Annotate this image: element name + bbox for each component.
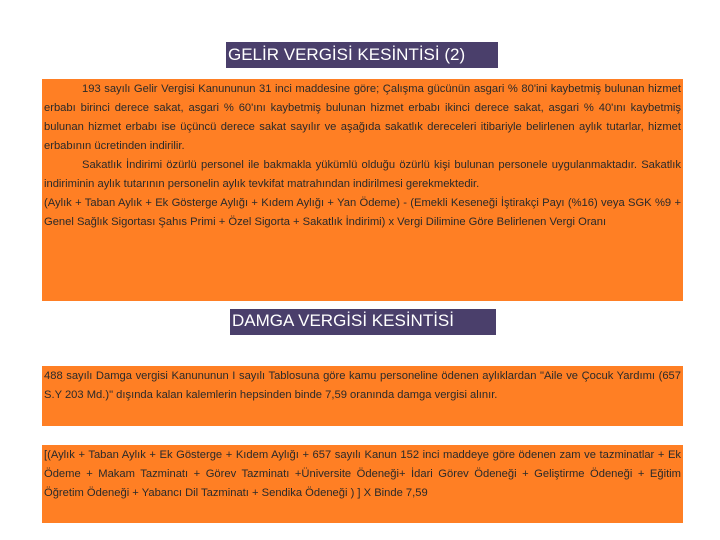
income-tax-paragraph-1: 193 sayılı Gelir Vergisi Kanununun 31 inci maddesine göre; Çalışma gücünün asgari % 80'ini kaybetmiş bulunan hizmet erbabı birinci derece sakat, asgari % 60'ını kaybetmiş bulunan hizmet erbabı ikinci derece sakat, asgari % 40'ını kaybetmiş bulunan hizmet erbabı ise üçüncü derece sakat sayılır ve aşağıda sakatlık dereceleri itibariyle belirlenen aylık tutarlar, hizmet erbabının ücretinden indirilir. xyxy=(44,83,681,152)
stamp-tax-content-box xyxy=(42,366,683,426)
stamp-tax-title: DAMGA VERGİSİ KESİNTİSİ xyxy=(230,309,496,335)
stamp-tax-formula: [(Aylık + Taban Aylık + Ek Gösterge + Kıdem Aylığı + 657 sayılı Kanun 152 inci maddeye göre ödenen zam ve tazminatlar + Ek Ödeme + Makam Tazminatı + Görev Tazminatı +Üniversite Ödeneği+ İdari Görev Ödeneği + Geliştirme Ödeneği + Eğitim Öğretim Ödeneği + Yabancı Dil Tazminatı + Sendika Ödeneği ) ] X Binde 7,59 xyxy=(44,449,681,499)
income-tax-content-box xyxy=(42,79,683,301)
income-tax-title: GELİR VERGİSİ KESİNTİSİ (2) xyxy=(226,42,498,68)
income-tax-formula: (Aylık + Taban Aylık + Ek Gösterge Aylığı + Kıdem Aylığı + Yan Ödeme) - (Emekli Keseneği İştirakçi Payı (%16) veya SGK %9 + Genel Sağlık Sigortası Şahıs Primi + Özel Sigorta + Sakatlık İndirimi) x Vergi Dilimine Göre Belirlenen Vergi Oranı xyxy=(44,197,681,228)
stamp-tax-paragraph: 488 sayılı Damga vergisi Kanununun I sayılı Tablosuna göre kamu personeline ödenen aylıklardan "Aile ve Çocuk Yardımı (657 S.Y 203 Md.)" dışında kalan kalemlerin hepsinden binde 7,59 oranında damga vergisi alınır. xyxy=(44,370,681,401)
stamp-tax-formula-box xyxy=(42,445,683,523)
income-tax-paragraph-2: Sakatlık İndirimi özürlü personel ile bakmakla yükümlü olduğu özürlü kişi bulunan personele uygulanmaktadır. Sakatlık indiriminin aylık tutarının personelin aylık tevkifat matrahından indirilmesi gerekmektedir. xyxy=(44,159,681,190)
